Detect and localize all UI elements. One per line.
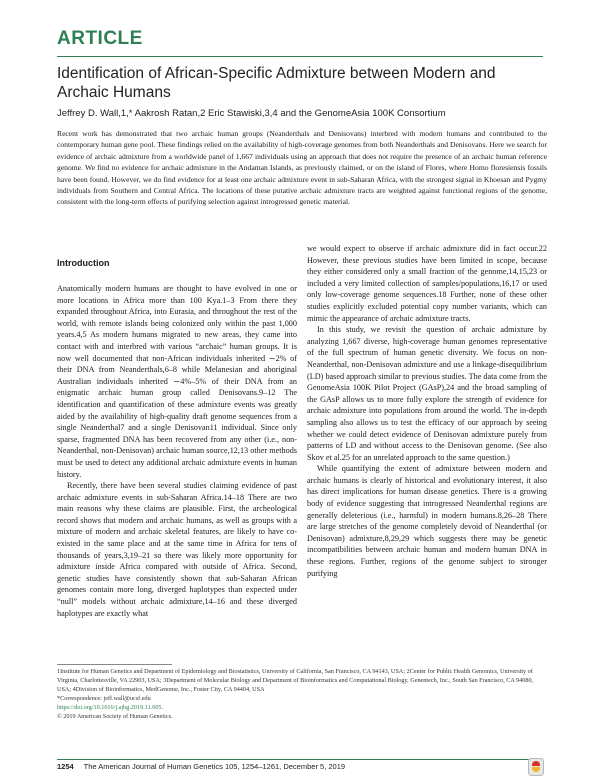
footer-rule: [57, 759, 543, 760]
page-number: 1254: [57, 762, 74, 771]
crossmark-icon[interactable]: [528, 758, 544, 776]
column-left: [57, 283, 297, 619]
column-right: [307, 243, 547, 579]
doi-link[interactable]: https://doi.org/10.1016/j.ajhg.2019.11.005.: [57, 704, 164, 711]
article-label: ARTICLE: [57, 28, 143, 49]
abstract: Recent work has demonstrated that two archaic human groups (Neanderthals and Denisovans) interbred with modern humans and contributed to the contemporary human gene pool. These findings relied on the availability of high-coverage genomes from both Neanderthals and Denisovans. Here we search for evidence of archaic admixture from a worldwide panel of 1,667 individuals using an approach that does not require the presence of an archaic human reference genome. We find no evidence for archaic admixture in the Andaman Islands, as previously claimed, or on the island of Flores, where Homo floresiensis fossils have been found. However, we do find evidence for at least one archaic admixture event in sub-Saharan Africa, with the strongest signal in Khoesan and Pygmy individuals from Southern and Central Africa. The locations of these putative archaic admixture tracts are weighted against functional regions of the genome, consistent with the long-term effects of purifying selection against introgressed genetic material.: [57, 129, 547, 207]
paragraph: While quantifying the extent of admixture between modern and archaic humans is clearly of historical and evolutionary interest, it also has direct implications for human disease genetics. There is a growing body of evidence suggesting that introgressed Neanderthal regions are generally deleterious (i.e., harmful) in modern humans.8,26–28 There are large stretches of the genome completely devoid of Neanderthal (or Denisovan) admixture,8,29,29 which suggests there may be genetic incompatibilities between archaic human and modern human DNA in these regions. Further, regions of the genome subject to stronger purifying: [307, 464, 547, 578]
correspondence-email[interactable]: *Correspondence: jeff.wall@ucsf.edu: [57, 695, 151, 702]
page-footer: [57, 762, 345, 771]
journal-citation: The American Journal of Human Genetics 105, 1254–1261, December 5, 2019: [83, 762, 346, 771]
intro-heading: Introduction: [57, 258, 110, 268]
paragraph: Anatomically modern humans are thought to have evolved in one or more locations in Africa more than 100 Kya.1–3 From there they expanded throughout Africa, into Eurasia, and throughout the rest of the world, with remote islands being colonized only within the past 1,000 years.4,5 As modern humans migrated to new areas, they came into contact with and interbred with various “archaic” human groups. It is now well documented that non-African individuals inherited ∼2% of their DNA from Neanderthals,6–8 while Melanesian and aboriginal Australian individuals inherited ∼4%–5% of their DNA from an enigmatic archaic human group called Denisovans.9–12 The identification and quantification of these admixture events was greatly aided by the availability of high-quality draft genome sequences from a single Neanderthal7 and a single Denisovan11 individual. Since only sparse, fragmented DNA has been recovered from any other (i.e., non-Neanderthal, non-Denisovan) archaic human source,12,13 other methods must be used to detect any additional archaic admixture events in human history.: [57, 284, 297, 479]
copyright: © 2019 American Society of Human Genetics.: [57, 713, 173, 720]
author-list: Jeffrey D. Wall,1,* Aakrosh Ratan,2 Eric Stawiski,3,4 and the GenomeAsia 100K Consortium: [57, 108, 446, 119]
header-rule: [57, 56, 543, 57]
footnote-rule: [57, 664, 172, 665]
affiliations: 1Institute for Human Genetics and Department of Epidemiology and Biostatistics, University of California, San Francisco, CA 94143, USA; 2Center for Public Health Genomics, University of Virginia, Charlottesville, VA 22903, USA; 3Department of Molecular Biology and Department of Bioinformatics and Computational Biology, Genentech, Inc., South San Francisco, CA 94080, USA; 4Division of Bioinformatics, MedGenome, Inc., Foster City, CA 94404, USA: [57, 668, 534, 693]
paragraph: we would expect to observe if archaic admixture did in fact occur.22 However, these previous studies have been limited in scope, because they either considered only a small fraction of the genome,14,15,23 or included a very limited collection of samples/populations,16,17 or used only low-coverage genome sequences.18 Further, none of these other studies explicitly excluded potential copy number variants, which can mimic the appearance of archaic admixture tracts.: [307, 244, 547, 323]
paragraph: In this study, we revisit the question of archaic admixture by analyzing 1,667 diverse, high-coverage human genomes representative of the full spectrum of human genetic diversity. We focus on non-Neanderthal, non-Denisovan admixture and use a linkage-disequilibrium (LD) based approach similar to previous studies. The data come from the GenomeAsia 100K Pilot Project (GAsP),24 and the broad sampling of the GAsP allows us to more fully explore the strength of evidence for archaic admixture into populations from around the world. The in-depth sampling also allows us to test the efficacy of our approach by seeing whether we could detect evidence of Denisovan admixture purely from patterns of LD and without access to the Denisovan genome. (See also Skov et al.25 for an unrelated approach to the same question.): [307, 325, 547, 462]
paragraph: Recently, there have been several studies claiming evidence of past archaic admixture events in sub-Saharan Africa.14–18 There are two main reasons why these claims are plausible. First, the archeological record shows that modern and archaic humans, as well as groups with a mixture of modern and archaic skeletal features, are likely to have co-existed in the same place and at the same time in Africa for tens of thousands of years,3,19–21 so there was likely more opportunity for admixture inside Africa compared with outside of Africa. Second, genetic studies have consistently shown that sub-Saharan African genomes contain more long, diverged haplotypes than expected under “null” models without archaic admixture,14–16 and these diverged haplotypes are exactly what: [57, 481, 297, 618]
footnotes: [57, 667, 547, 721]
article-title: Identification of African-Specific Admixture between Modern and Archaic Humans: [57, 65, 496, 101]
